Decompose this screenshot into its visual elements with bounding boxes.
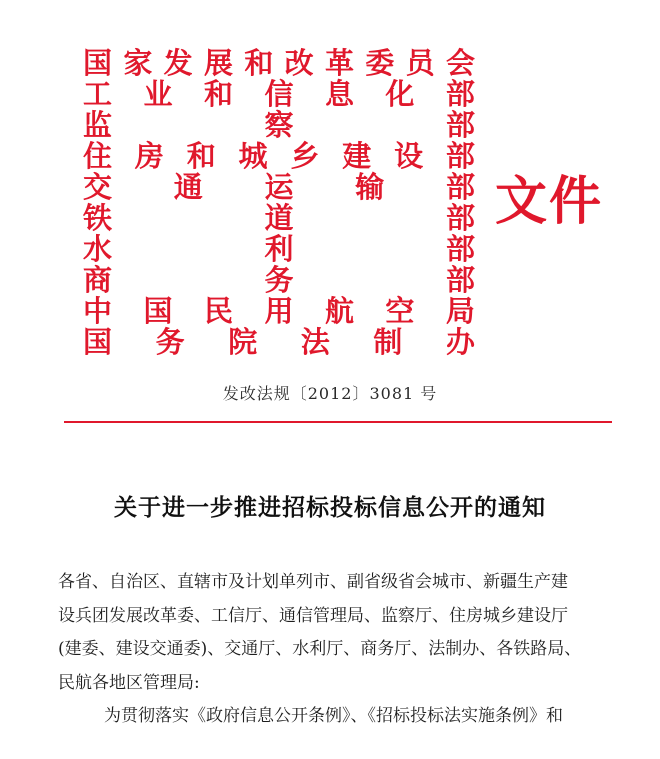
agency-row	[83, 79, 475, 110]
agency-char: 察	[264, 108, 294, 142]
agency-char: 商	[83, 263, 113, 297]
agency-char: 展	[203, 46, 233, 80]
agency-char: 部	[445, 170, 475, 204]
agency-char: 设	[394, 139, 424, 173]
agency-row	[83, 265, 475, 296]
issuing-agencies-block	[83, 48, 475, 358]
agency-row	[83, 172, 475, 203]
agency-row	[83, 327, 475, 358]
agency-char: 法	[300, 325, 330, 359]
agency-row	[83, 234, 475, 265]
agency-char: 房	[134, 139, 164, 173]
agency-char: 城	[238, 139, 268, 173]
red-separator-line	[64, 421, 612, 423]
agency-char: 制	[373, 325, 403, 359]
agency-char: 运	[264, 170, 294, 204]
agency-char: 革	[324, 46, 354, 80]
document-number: 发改法规〔2012〕3081 号	[222, 384, 438, 403]
agency-char: 部	[445, 139, 475, 173]
document-title: 关于进一步推进招标投标信息公开的通知	[114, 494, 546, 521]
agency-char: 办	[445, 325, 475, 359]
agency-char: 发	[163, 46, 193, 80]
body-line: 民航各地区管理局:	[58, 672, 200, 693]
agency-char: 部	[445, 201, 475, 235]
agency-char: 息	[324, 77, 354, 111]
agency-char: 委	[365, 46, 395, 80]
agency-char: 和	[186, 139, 216, 173]
agency-char: 工	[83, 77, 113, 111]
agency-char: 住	[83, 139, 113, 173]
agency-char: 会	[445, 46, 475, 80]
agency-char: 输	[355, 170, 385, 204]
agency-char: 航	[324, 294, 354, 328]
agency-char: 务	[264, 263, 294, 297]
agency-char: 改	[284, 46, 314, 80]
agency-char: 通	[173, 170, 203, 204]
agency-char: 院	[228, 325, 258, 359]
agency-char: 和	[203, 77, 233, 111]
agency-char: 乡	[290, 139, 320, 173]
agency-char: 和	[244, 46, 274, 80]
agency-char: 化	[385, 77, 415, 111]
agency-char: 利	[264, 232, 294, 266]
agency-char: 局	[445, 294, 475, 328]
agency-row	[83, 48, 475, 79]
agency-char: 监	[83, 108, 113, 142]
agency-char: 中	[83, 294, 113, 328]
agency-row	[83, 110, 475, 141]
agency-char: 家	[123, 46, 153, 80]
agency-char: 务	[155, 325, 185, 359]
agency-char: 民	[203, 294, 233, 328]
agency-char: 铁	[83, 201, 113, 235]
agency-char: 部	[445, 108, 475, 142]
agency-char: 信	[264, 77, 294, 111]
agency-char: 业	[143, 77, 173, 111]
agency-char: 用	[264, 294, 294, 328]
agency-row	[83, 296, 475, 327]
agency-row	[83, 203, 475, 234]
agency-char: 交	[83, 170, 113, 204]
document-body	[58, 566, 618, 734]
agency-row	[83, 141, 475, 172]
agency-char: 国	[83, 46, 113, 80]
agency-char: 部	[445, 77, 475, 111]
agency-char: 部	[445, 232, 475, 266]
agency-char: 水	[83, 232, 113, 266]
body-line: (建委、建设交通委)、交通厅、水利厅、商务厅、法制办、各铁路局、	[58, 639, 582, 659]
agency-char: 空	[385, 294, 415, 328]
agency-char: 建	[342, 139, 372, 173]
agency-char: 部	[445, 263, 475, 297]
agency-char: 道	[264, 201, 294, 235]
agency-char: 国	[143, 294, 173, 328]
agency-char: 国	[83, 325, 113, 359]
agency-char: 员	[405, 46, 435, 80]
body-line: 各省、自治区、直辖市及计划单列市、副省级省会城市、新疆生产建	[58, 572, 568, 592]
document-label: 文件	[495, 171, 604, 232]
body-line: 设兵团发展改革委、工信厅、通信管理局、监察厅、住房城乡建设厅	[58, 605, 568, 626]
paragraph-start: 为贯彻落实《政府信息公开条例》、《招标投标法实施条例》和	[104, 706, 563, 726]
